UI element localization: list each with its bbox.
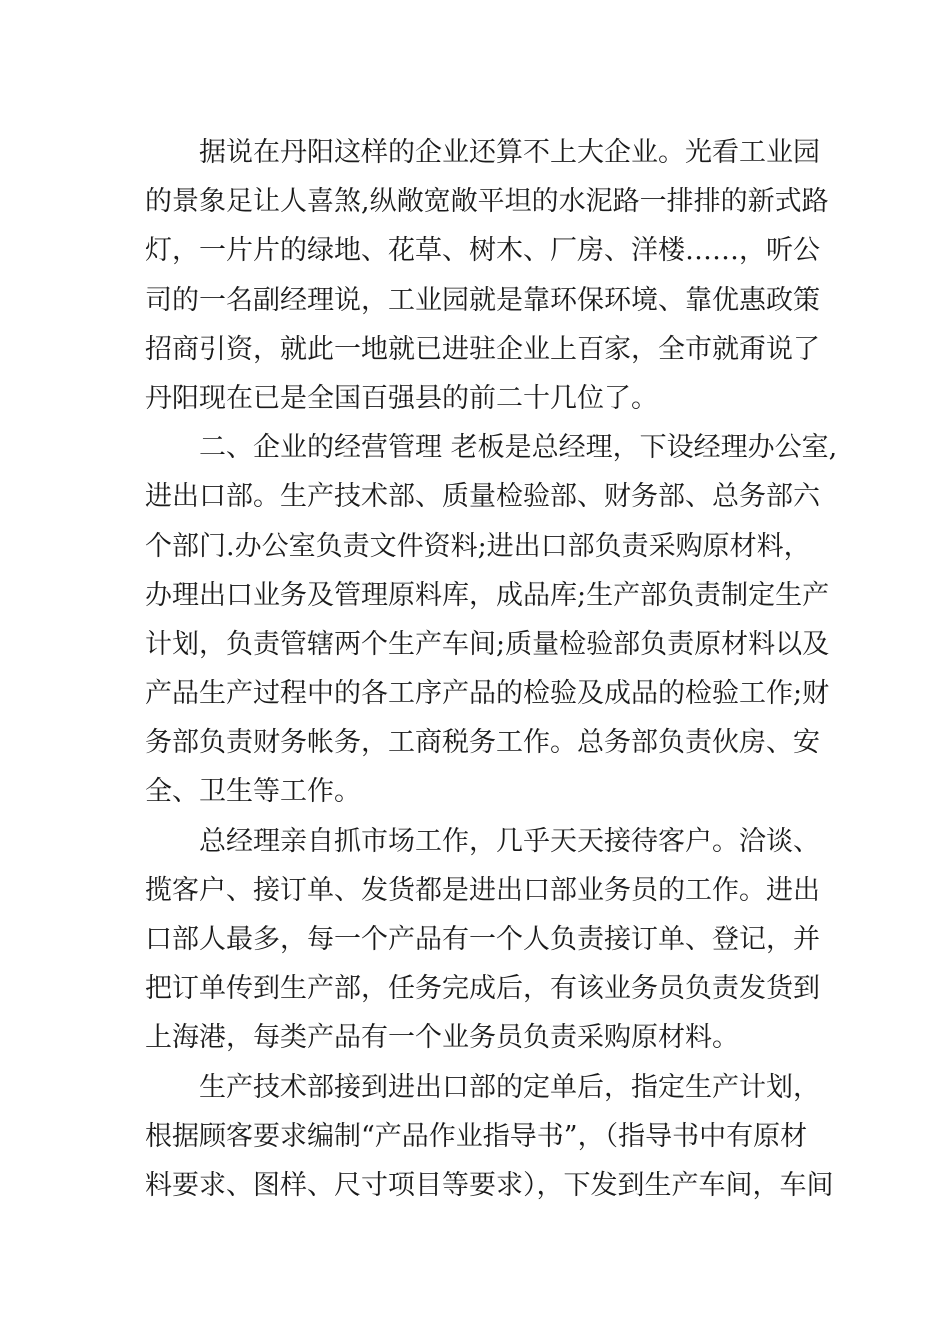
- text-line: 计划，负责管辖两个生产车间;质量检验部负责原材料以及: [145, 628, 830, 660]
- paragraph-4: [145, 1063, 834, 1211]
- text-line: 招商引资，就此一地就已进驻企业上百家，全市就甭说了: [145, 333, 820, 365]
- text-line: 个部门.办公室负责文件资料;进出口部负责采购原材料，: [145, 530, 811, 562]
- paragraph-1: [145, 128, 829, 423]
- text-line: 据说在丹阳这样的企业还算不上大企业。光看工业园: [199, 137, 820, 168]
- text-line: 二、企业的经营管理 老板是总经理，下设经理办公室,: [199, 432, 838, 464]
- text-line: 总经理亲自抓市场工作，几乎天天接待客户。洽谈、: [199, 825, 820, 857]
- paragraph-3: [145, 817, 820, 1063]
- text-line: 进出口部。生产技术部、质量检验部、财务部、总务部六: [145, 481, 820, 513]
- text-line: 料要求、图样、尺寸项目等要求），下发到生产车间，车间: [145, 1169, 834, 1201]
- paragraph-2: [145, 423, 838, 817]
- text-line: 务部负责财务帐务，工商税务工作。总务部负责伙房、安: [145, 727, 820, 759]
- text-line: 产品生产过程中的各工序产品的检验及成品的检验工作;财: [145, 678, 830, 710]
- text-line: 司的一名副经理说，工业园就是靠环保环境、靠优惠政策: [145, 284, 820, 316]
- text-line: 揽客户、接订单、发货都是进出口部业务员的工作。进出: [145, 874, 820, 906]
- text-line: 灯，一片片的绿地、花草、树木、厂房、洋楼……，听公: [145, 235, 820, 267]
- text-line: 生产技术部接到进出口部的定单后，指定生产计划，: [199, 1071, 820, 1103]
- text-line: 上海港，每类产品有一个业务员负责采购原材料。: [145, 1022, 739, 1054]
- text-line: 办理出口业务及管理原料库，成品库;生产部负责制定生产: [145, 579, 830, 611]
- text-line: 根据顾客要求编制“产品作业指导书”，（指导书中有原材: [145, 1120, 808, 1152]
- text-line: 丹阳现在已是全国百强县的前二十几位了。: [145, 382, 658, 414]
- text-line: 口部人最多，每一个产品有一个人负责接订单、登记，并: [145, 924, 820, 955]
- document-body: [145, 128, 838, 1210]
- text-line: 把订单传到生产部，任务完成后，有该业务员负责发货到: [145, 973, 820, 1005]
- text-line: 全、卫生等工作。: [145, 776, 361, 808]
- text-line: 的景象足让人喜煞,纵敞宽敞平坦的水泥路一排排的新式路: [145, 186, 829, 218]
